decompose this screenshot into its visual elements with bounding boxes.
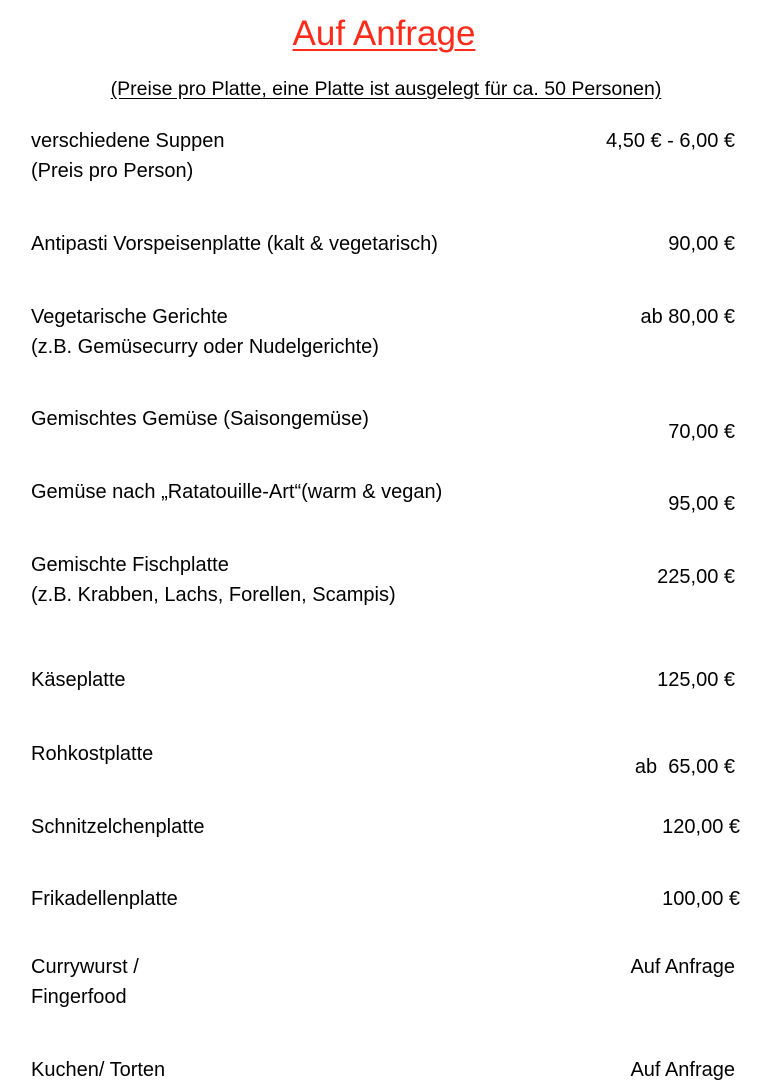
menu-item-price: 225,00 € [657,566,735,588]
menu-item-label: verschiedene Suppen [31,130,225,152]
menu-item-price: 125,00 € [657,669,735,691]
menu-item-note: (Preis pro Person) [31,160,194,182]
menu-item-price: 4,50 € - 6,00 € [606,130,735,152]
menu-item-name [31,952,139,1012]
menu-item-label: Kuchen/ Torten [31,1059,166,1081]
menu-item-name [31,126,224,186]
menu-item-price: 100,00 € [662,888,740,910]
menu-item-name [31,665,126,695]
menu-item-note: (z.B. Krabben, Lachs, Forellen, Scampis) [31,584,396,606]
menu-item-name [31,229,438,259]
menu-item-label: Rohkostplatte [31,743,154,765]
menu-item-label: Schnitzelchenplatte [31,816,205,838]
menu-item-price: Auf Anfrage [630,1059,735,1081]
menu-item-name [31,302,379,362]
menu-item-label: Antipasti Vorspeisenplatte (kalt & vegetarisch) [31,233,438,255]
page-title: Auf Anfrage [292,14,476,53]
menu-item-price: ab 65,00 € [634,756,735,778]
menu-item-label: Currywurst / [31,956,139,978]
menu-item-note: (z.B. Gemüsecurry oder Nudelgerichte) [31,336,379,358]
menu-item-price: 70,00 € [668,421,735,443]
menu-item-price: 120,00 € [662,816,740,838]
menu-item-note: Fingerfood [31,986,127,1008]
menu-item-label: Vegetarische Gerichte [31,306,228,328]
menu-item-name [31,477,442,507]
menu-item-name [31,739,153,769]
menu-item-name [31,550,396,610]
menu-item-price: 90,00 € [668,233,735,255]
menu-item-label: Frikadellenplatte [31,888,178,910]
menu-item-name [31,812,204,842]
menu-item-label: Gemischtes Gemüse (Saisongemüse) [31,408,369,430]
menu-item-price: ab 80,00 € [640,306,735,328]
menu-item-label: Käseplatte [31,669,126,691]
menu-item-label: Gemüse nach „Ratatouille-Art“(warm & vegan) [31,481,443,503]
menu-item-name [31,884,178,914]
menu-item-name [31,404,369,434]
menu-item-price: Auf Anfrage [630,956,735,978]
menu-item-label: Gemischte Fischplatte [31,554,229,576]
price-note: (Preise pro Platte, eine Platte ist ausgelegt für ca. 50 Personen) [110,78,662,100]
menu-item-name [31,1055,165,1085]
menu-item-price: 95,00 € [668,493,735,515]
